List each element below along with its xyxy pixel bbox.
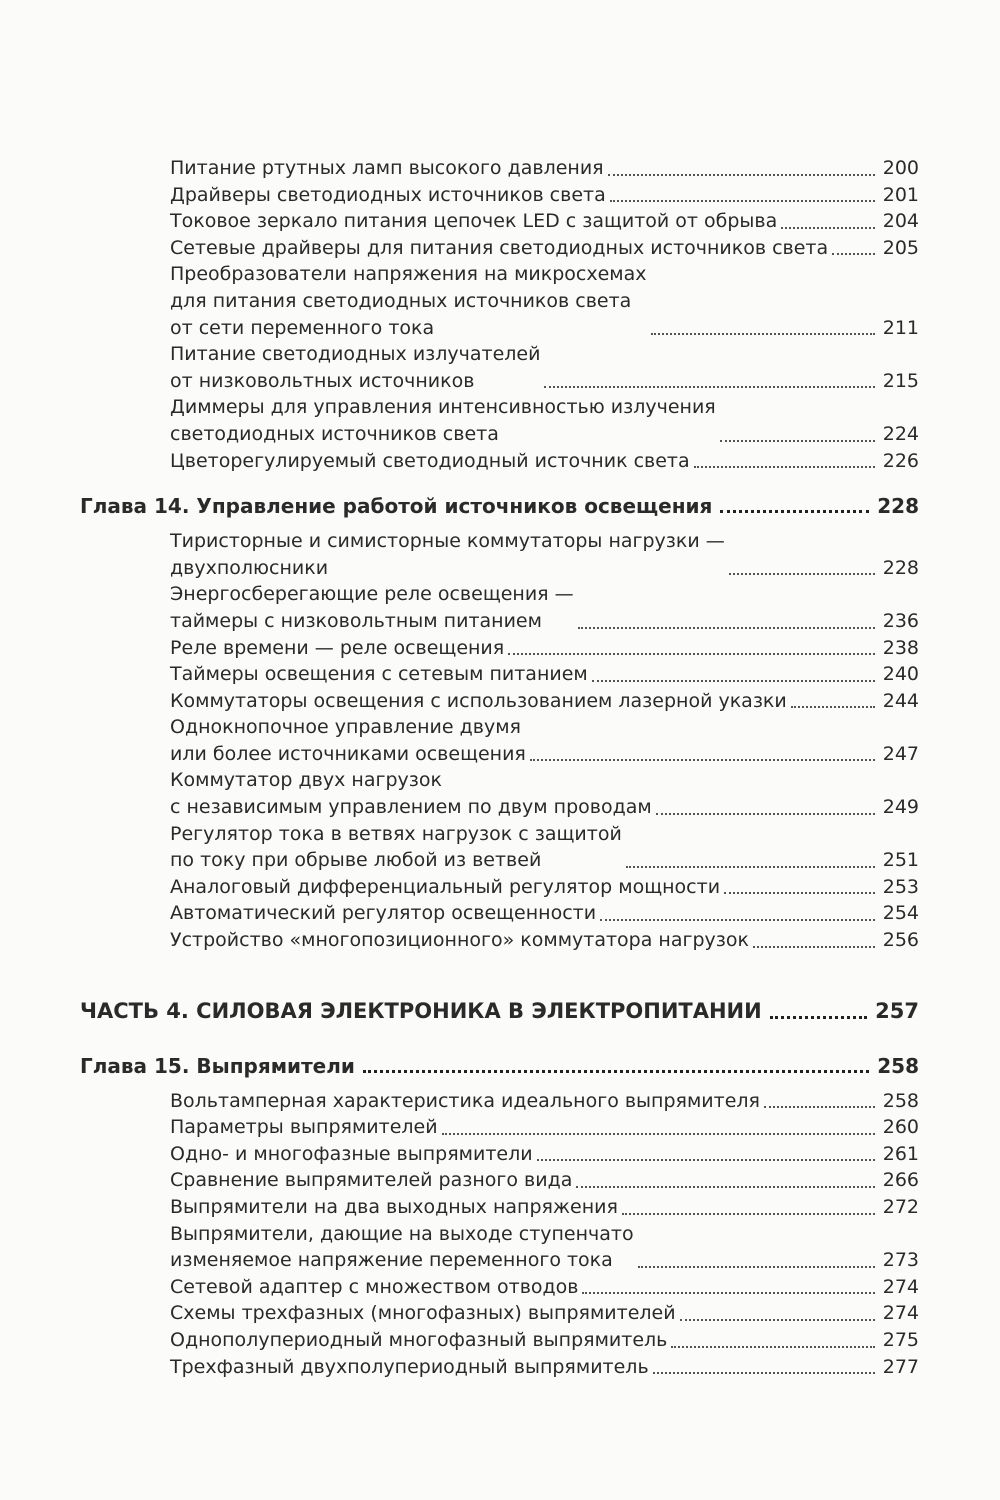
dot-leader: [832, 253, 875, 255]
toc-entry-title: Автоматический регулятор освещенности: [170, 902, 597, 925]
toc-entry-title: Трехфазный двухполупериодный выпрямитель: [170, 1355, 649, 1378]
toc-entry-title: Коммутаторы освещения с использованием лазерной указки: [170, 689, 787, 712]
toc-entry: [170, 1114, 919, 1141]
toc-entry-page: 253: [882, 875, 919, 898]
toc-entry: [170, 341, 919, 394]
dot-leader: [680, 1319, 875, 1321]
toc-entry-title: Преобразователи напряжения на микросхемах для питания светодиодных источников света от сети переменного тока: [170, 263, 647, 339]
toc-entry-title: Регулятор тока в ветвях нагрузок с защитой по току при обрыве любой из ветвей: [170, 822, 622, 872]
dot-leader: [537, 1159, 875, 1161]
toc-entry-page: 273: [882, 1249, 919, 1272]
toc-entry: [170, 1300, 919, 1327]
table-of-contents: [0, 155, 1000, 1380]
toc-entry-title: Коммутатор двух нагрузок с независимым управлением по двум проводам: [170, 769, 652, 819]
toc-entry-title: Реле времени — реле освещения: [170, 636, 505, 659]
toc-entry-title: Выпрямители на два выходных напряжения: [170, 1196, 618, 1218]
toc-section-a: [0, 155, 1000, 474]
dot-leader: [610, 200, 875, 202]
toc-entry-page: 256: [882, 929, 919, 952]
dot-leader: [576, 1186, 874, 1188]
toc-entry: [170, 688, 919, 715]
dot-leader: [608, 174, 875, 176]
toc-entry-title: Токовое зеркало питания цепочек LED с защитой от обрыва: [170, 210, 778, 233]
toc-entry: [170, 1194, 919, 1221]
toc-entry-title: Однокнопочное управление двумя или более источниками освещения: [170, 716, 526, 765]
toc-entry-title: Энергосберегающие реле освещения — таймеры с низковольтным питанием: [170, 583, 574, 632]
dot-leader: [653, 1372, 875, 1374]
chapter-title: Глава 15. Выпрямители: [80, 1053, 355, 1078]
dot-leader: [508, 653, 875, 655]
toc-entry-page: 215: [882, 369, 919, 392]
toc-entry-page: 251: [882, 849, 919, 872]
toc-entry: [170, 821, 919, 874]
dot-leader: [729, 573, 875, 575]
dot-leader: [530, 759, 875, 761]
toc-entry-page: 205: [882, 236, 919, 259]
toc-entry: [170, 1327, 919, 1354]
dot-leader: [622, 1213, 875, 1215]
toc-entry-title: Однополупериодный многофазный выпрямитель: [170, 1328, 668, 1351]
toc-entry-page: 204: [882, 210, 919, 233]
toc-entry: [170, 528, 919, 581]
toc-entry: [170, 1274, 919, 1301]
toc-entry-title: Питание светодиодных излучателей от низковольтных источников: [170, 343, 541, 392]
toc-entry-page: 200: [882, 157, 919, 179]
toc-entry-page: 211: [882, 316, 919, 339]
dot-leader: [544, 386, 874, 388]
toc-entry-page: 238: [882, 636, 919, 659]
toc-entry-page: 247: [882, 742, 919, 765]
toc-entry-title: Выпрямители, дающие на выходе ступенчато изменяемое напряжение переменного тока: [170, 1222, 634, 1272]
toc-entry: [170, 1354, 919, 1381]
toc-entry-title: Одно- и многофазные выпрямители: [170, 1142, 533, 1165]
toc-entry-page: 240: [882, 663, 919, 686]
chapter-heading-15: [80, 1052, 919, 1080]
toc-entry-page: 249: [882, 796, 919, 819]
dot-leader: [671, 1346, 874, 1348]
chapter-page: 228: [877, 494, 919, 519]
dot-leader: [363, 1070, 869, 1073]
dot-leader: [770, 1016, 867, 1019]
toc-entry: [170, 394, 919, 447]
chapter-heading-14: [80, 492, 919, 520]
dot-leader: [753, 946, 875, 948]
toc-entry-title: Схемы трехфазных (многофазных) выпрямителей: [170, 1302, 676, 1325]
toc-entry-page: 226: [882, 449, 919, 472]
toc-entry-page: 201: [882, 183, 919, 206]
toc-entry-title: Питание ртутных ламп высокого давления: [170, 157, 604, 179]
part-page: 257: [875, 998, 919, 1023]
toc-entry: [170, 874, 919, 901]
toc-entry-title: Цветорегулируемый светодиодный источник света: [170, 449, 690, 472]
dot-leader: [592, 680, 875, 682]
toc-entry: [170, 155, 919, 182]
dot-leader: [720, 440, 875, 442]
toc-entry: [170, 235, 919, 262]
toc-entry-title: Таймеры освещения с сетевым питанием: [170, 663, 588, 686]
toc-entry-title: Сравнение выпрямителей разного вида: [170, 1169, 573, 1192]
chapter-page: 258: [877, 1053, 919, 1078]
toc-entry-title: Сетевые драйверы для питания светодиодных источников света: [170, 236, 829, 259]
toc-entry: [170, 1141, 919, 1168]
toc-section-c: [0, 1088, 1000, 1381]
toc-entry-title: Аналоговый дифференциальный регулятор мощности: [170, 875, 721, 898]
toc-section-b: [0, 528, 1000, 954]
dot-leader: [582, 1292, 874, 1294]
toc-entry: [170, 767, 919, 820]
toc-entry: [170, 1088, 919, 1115]
dot-leader: [764, 1106, 875, 1108]
toc-entry-page: 254: [882, 902, 919, 925]
toc-entry-page: 244: [882, 689, 919, 712]
toc-entry-page: 272: [882, 1196, 919, 1218]
toc-entry: [170, 900, 919, 927]
dot-leader: [626, 866, 875, 868]
toc-entry: [170, 635, 919, 662]
dot-leader: [720, 510, 869, 513]
toc-entry: [170, 448, 919, 475]
toc-entry-page: 258: [882, 1089, 919, 1112]
dot-leader: [442, 1133, 875, 1135]
toc-entry: [170, 714, 919, 767]
toc-entry-page: 228: [882, 556, 919, 579]
toc-entry-title: Вольтамперная характеристика идеального выпрямителя: [170, 1089, 760, 1112]
toc-entry-page: 266: [882, 1169, 919, 1192]
toc-entry-page: 236: [882, 609, 919, 632]
toc-entry-title: Сетевой адаптер с множеством отводов: [170, 1275, 579, 1298]
toc-entry-title: Параметры выпрямителей: [170, 1116, 438, 1139]
toc-entry: [170, 1221, 919, 1274]
dot-leader: [651, 333, 875, 335]
toc-entry: [170, 1167, 919, 1194]
toc-entry-title: Тиристорные и симисторные коммутаторы нагрузки — двухполюсники: [170, 530, 725, 579]
toc-entry: [170, 661, 919, 688]
part-title: ЧАСТЬ 4. СИЛОВАЯ ЭЛЕКТРОНИКА В ЭЛЕКТРОПИТАНИИ: [80, 998, 762, 1023]
part-heading-4: [80, 996, 919, 1026]
dot-leader: [781, 227, 874, 229]
dot-leader: [578, 627, 875, 629]
toc-entry-page: 274: [882, 1275, 919, 1298]
dot-leader: [791, 706, 875, 708]
dot-leader: [694, 466, 875, 468]
dot-leader: [724, 892, 875, 894]
toc-entry: [170, 261, 919, 341]
toc-entry-title: Диммеры для управления интенсивностью излучения светодиодных источников света: [170, 396, 716, 445]
dot-leader: [656, 813, 875, 815]
chapter-title: Глава 14. Управление работой источников освещения: [80, 494, 713, 519]
toc-entry-page: 261: [882, 1142, 919, 1165]
toc-entry-page: 274: [882, 1302, 919, 1325]
toc-entry-title: Устройство «многопозиционного» коммутатора нагрузок: [170, 929, 749, 952]
toc-entry-page: 260: [882, 1116, 919, 1139]
toc-entry: [170, 581, 919, 634]
toc-entry-page: 275: [882, 1328, 919, 1351]
dot-leader: [600, 919, 875, 921]
toc-entry: [170, 208, 919, 235]
toc-entry-page: 277: [882, 1355, 919, 1378]
toc-entry-page: 224: [882, 422, 919, 445]
dot-leader: [638, 1266, 875, 1268]
toc-entry-title: Драйверы светодиодных источников света: [170, 183, 606, 206]
toc-entry: [170, 927, 919, 954]
toc-entry: [170, 182, 919, 209]
